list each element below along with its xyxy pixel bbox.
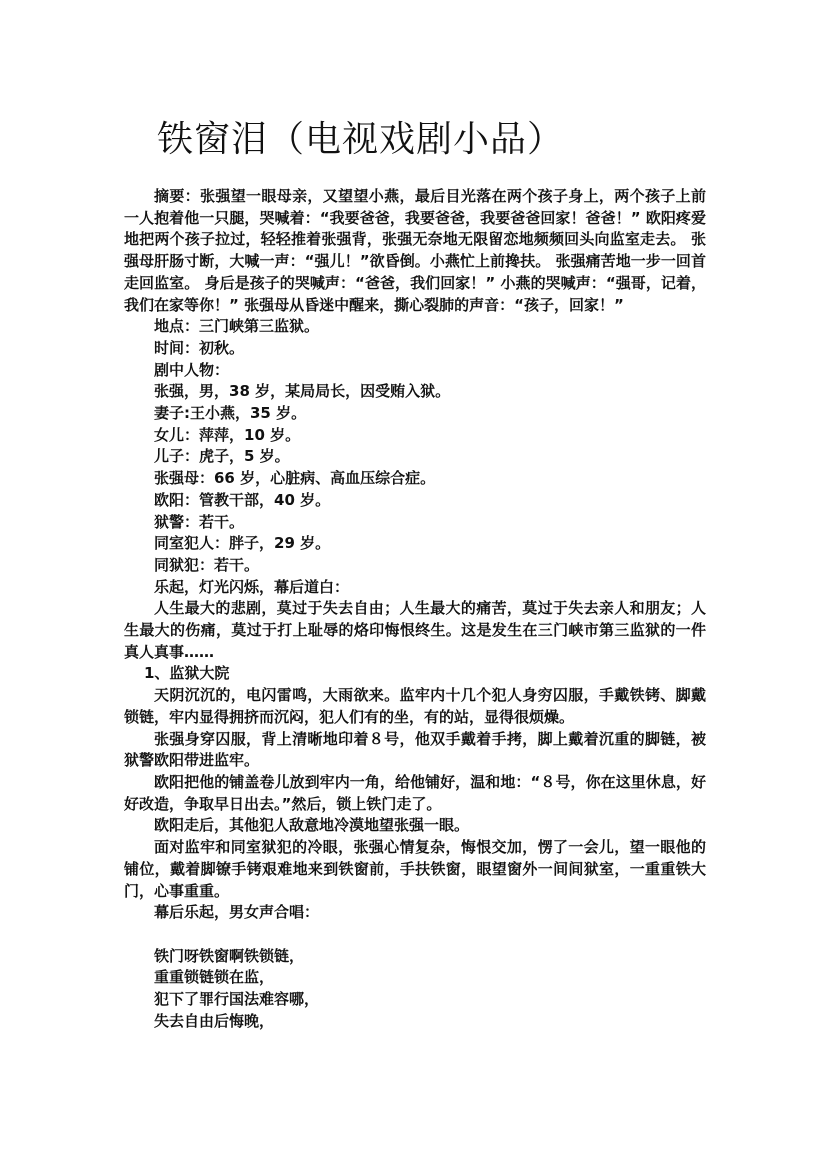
cast-item: 欧阳：管教干部，40 岁。 (154, 490, 331, 509)
cast-item: 儿子：虎子，5 岁。 (154, 447, 290, 466)
cast-item: 张强母：66 岁，心脏病、高血压综合症。 (154, 469, 436, 488)
lyric-line: 犯下了罪行国法难容哪， (154, 990, 320, 1008)
stage-direction: 幕后乐起，男女声合唱： (154, 903, 320, 922)
scene-heading: 1、监狱大院 (144, 664, 230, 683)
scene-paragraph: 欧阳走后，其他犯人敌意地冷漠地望张强一眼。 (154, 816, 470, 835)
blank-line (124, 924, 706, 946)
cast-item: 同狱犯：若干。 (154, 555, 260, 574)
cast-heading: 剧中人物： (154, 360, 230, 379)
scene-paragraph: 面对监牢和同室狱犯的冷眼，张强心情复杂，悔恨交加，愣了一会儿，望一眼他的铺位，戴着脚镣手铐艰难地来到铁窗前，手扶铁窗，眼望窗外一间间狱室，一重重铁大门，心事重重。 (124, 838, 706, 900)
document-title: 铁窗泪（电视戏剧小品） (157, 119, 565, 160)
lyric-line: 铁门呀铁窗啊铁锁链， (154, 946, 305, 965)
scene-paragraph: 欧阳把他的铺盖卷儿放到牢内一角，给他铺好，温和地：“８号，你在这里休息，好好改造，争取早日出去。”然后，锁上铁门走了。 (124, 772, 706, 813)
setting-location: 地点：三门峡第三监狱。 (154, 317, 320, 336)
cast-item: 同室犯人：胖子，29 岁。 (154, 534, 331, 553)
stage-direction: 乐起，灯光闪烁，幕后道白： (154, 577, 350, 596)
cast-item: 女儿：萍萍，10 岁。 (154, 425, 301, 444)
narration-paragraph: 人生最大的悲剧，莫过于失去自由；人生最大的痛苦，莫过于失去亲人和朋友；人生最大的伤痛，莫过于打上耻辱的烙印悔恨终生。这是发生在三门峡市第三监狱的一件真人真事…… (124, 599, 706, 661)
document-body (124, 186, 706, 1032)
cast-item: 张强，男，38 岁，某局局长，因受贿入狱。 (154, 382, 451, 401)
lyric-line: 失去自由后悔晚， (154, 1011, 275, 1030)
cast-item: 狱警：若干。 (154, 512, 245, 531)
abstract-paragraph: 摘要：张强望一眼母亲，又望望小燕，最后目光落在两个孩子身上，两个孩子上前一人抱着他一只腿，哭喊着：“我要爸爸，我要爸爸，我要爸爸回家！爸爸！” 欧阳疼爱地把两个孩子拉过，轻轻推着张强背，张强无奈地无限留恋地频频回头向监室走去。 张强母肝肠寸断，大喊一声：“强儿！”欲昏倒。小燕忙上前搀扶。 张强痛苦地一步一回首走回监室。 身后是孩子的哭喊声：“爸爸，我们回家！” 小燕的哭喊声：“强哥，记着，我们在家等你！” 张强母从昏迷中醒来，撕心裂肺的声音：“孩子，回家！” (124, 187, 706, 314)
cast-item: 妻子:王小燕，35 岁。 (154, 404, 307, 423)
setting-time: 时间：初秋。 (154, 338, 245, 357)
scene-paragraph: 天阴沉沉的，电闪雷鸣，大雨欲来。监牢内十几个犯人身穷囚服，手戴铁铐、脚戴锁链，牢内显得拥挤而沉闷，犯人们有的坐，有的站，显得很烦燥。 (124, 686, 706, 726)
lyric-line: 重重锁链锁在监， (154, 968, 275, 987)
scene-paragraph: 张强身穿囚服，背上清晰地印着８号，他双手戴着手拷，脚上戴着沉重的脚链，被狱警欧阳带进监牢。 (124, 729, 706, 770)
